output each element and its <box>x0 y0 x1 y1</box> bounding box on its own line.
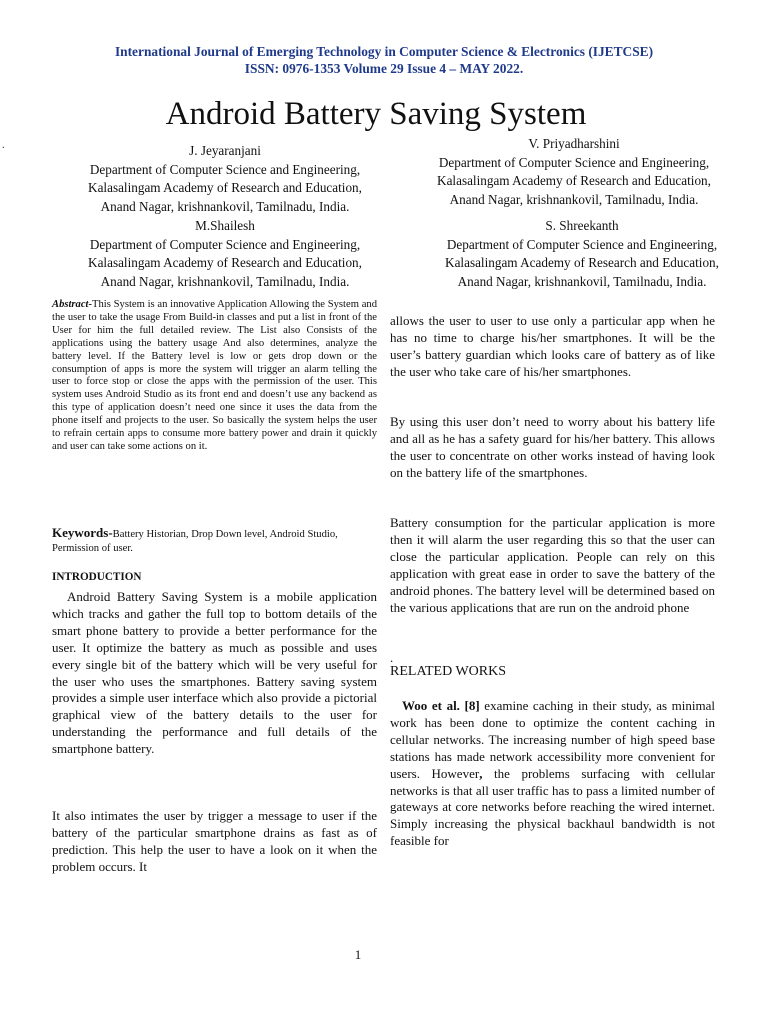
related-text-a: examine caching in their study, as minimal work has been done to optimize the content caching in cellular networks. The increasing number of high speed base stations has made network accessibility more convenient for users. However <box>390 698 716 781</box>
author-department: Department of Computer Science and Engineering, <box>446 236 718 252</box>
introduction-paragraph-2: It also intimates the user by trigger a message to user if the battery of the particular smartphone drains as fast as of prediction. This help the user to have a look on it when the problem occurs. It <box>52 808 377 874</box>
right-paragraph-3: Battery consumption for the particular application is more then it will alarm the user regarding this so that the user can close the particular application. People can rely on this application with great ease in order to save the battery of the android phones. The battery level will be determined based on the various applications that are run on the android phone <box>390 515 715 615</box>
citation-ref: Woo et al. [8] <box>402 698 480 713</box>
keywords-label: Keywords- <box>52 525 113 540</box>
author-address: Anand Nagar, krishnankovil, Tamilnadu, India. <box>449 191 699 207</box>
keywords <box>52 526 377 556</box>
abstract-label: Abstract- <box>52 299 93 310</box>
introduction-heading: INTRODUCTION <box>52 571 142 583</box>
author-institution: Kalasalingam Academy of Research and Education, <box>88 180 362 195</box>
author-block-1 <box>52 142 398 216</box>
related-works-heading: RELATED WORKS <box>390 664 507 679</box>
author-department: Department of Computer Science and Engineering, <box>89 236 361 252</box>
margin-mark: . <box>2 140 5 151</box>
abstract-text: This System is an innovative Application Allowing the System and the user to take the usage From Build-in classes and put a list in front of the User for him the full detailed review. The List also Consists of the applications using the battery usage And also determines, analyze the battery level. If the Battery level is low or gets drop down or the consumption of apps is more the system will trigger an alarm telling the user to force stop or close the apps with the permission of the user. This system uses Android Studio as its front end and doesn’t use any backend as this type of application doesn’t need one since it uses the data from the phone itself and projects to the user. So basically the system helps the user to refrain certain apps to consume more battery power and drain it quickly and user can take some actions on it. <box>52 299 377 452</box>
bold-comma: , <box>479 765 483 781</box>
page-number: 1 <box>354 947 362 962</box>
right-paragraph-1: allows the user to user to use only a particular app when he has no time to charge his/her smartphones. It will be the user’s battery guardian which looks care of battery as of like the user who take care of his/her smartphones. <box>390 313 715 379</box>
author-department: Department of Computer Science and Engineering, <box>89 161 361 177</box>
author-institution: Kalasalingam Academy of Research and Education, <box>88 255 362 270</box>
author-name: V. Priyadharshini <box>528 136 620 151</box>
journal-issn: ISSN: 0976-1353 Volume 29 Issue 4 – MAY 2022. <box>244 61 524 76</box>
author-address: Anand Nagar, krishnankovil, Tamilnadu, India. <box>457 273 707 289</box>
right-paragraph-2: By using this user don’t need to worry about his battery life and all as he has a safety guard for his/her battery. This allows the user to concentrate on other works instead of having look on the battery life of the smartphones. <box>390 414 715 480</box>
author-department: Department of Computer Science and Engineering, <box>438 154 710 170</box>
stray-period: . <box>390 650 394 665</box>
keywords-text: Battery Historian, Drop Down level, Android Studio, Permission of user. <box>52 529 338 554</box>
introduction-paragraph-1: Android Battery Saving System is a mobile application which tracks and gather the full top to bottom details of the smart phone battery to provide a better performance for the user. It optimize the battery as much as possible and uses every single bit of the battery which will be very useful for the user who uses the smartphones. Battery saving system provides a simple user interface which also provide a pictorial graphical view of the battery details to the user for understanding the performance and full details of the smartphone battery. <box>52 589 377 757</box>
author-address: Anand Nagar, krishnankovil, Tamilnadu, India. <box>100 198 350 214</box>
author-name: M.Shailesh <box>195 218 255 233</box>
author-institution: Kalasalingam Academy of Research and Education, <box>445 255 719 270</box>
author-block-4 <box>406 217 758 291</box>
journal-header <box>0 43 768 77</box>
author-name: J. Jeyaranjani <box>189 143 261 158</box>
author-block-2 <box>406 135 742 209</box>
author-address: Anand Nagar, krishnankovil, Tamilnadu, India. <box>100 273 350 289</box>
author-institution: Kalasalingam Academy of Research and Education, <box>437 173 711 188</box>
related-text-b: the problems surfacing with cellular networks is that all user traffic has to pass a limited number of gateways at core networks before reaching the wired internet. Simply increasing the physical backhaul bandwidth is not feasible for <box>390 765 715 849</box>
abstract <box>52 299 377 454</box>
paper-title: Android Battery Saving System <box>165 96 587 132</box>
journal-name: International Journal of Emerging Technology in Computer Science & Electronics (IJETCSE) <box>114 44 654 59</box>
author-block-3 <box>52 217 398 291</box>
author-name: S. Shreekanth <box>545 218 619 233</box>
related-works-paragraph <box>390 698 715 850</box>
